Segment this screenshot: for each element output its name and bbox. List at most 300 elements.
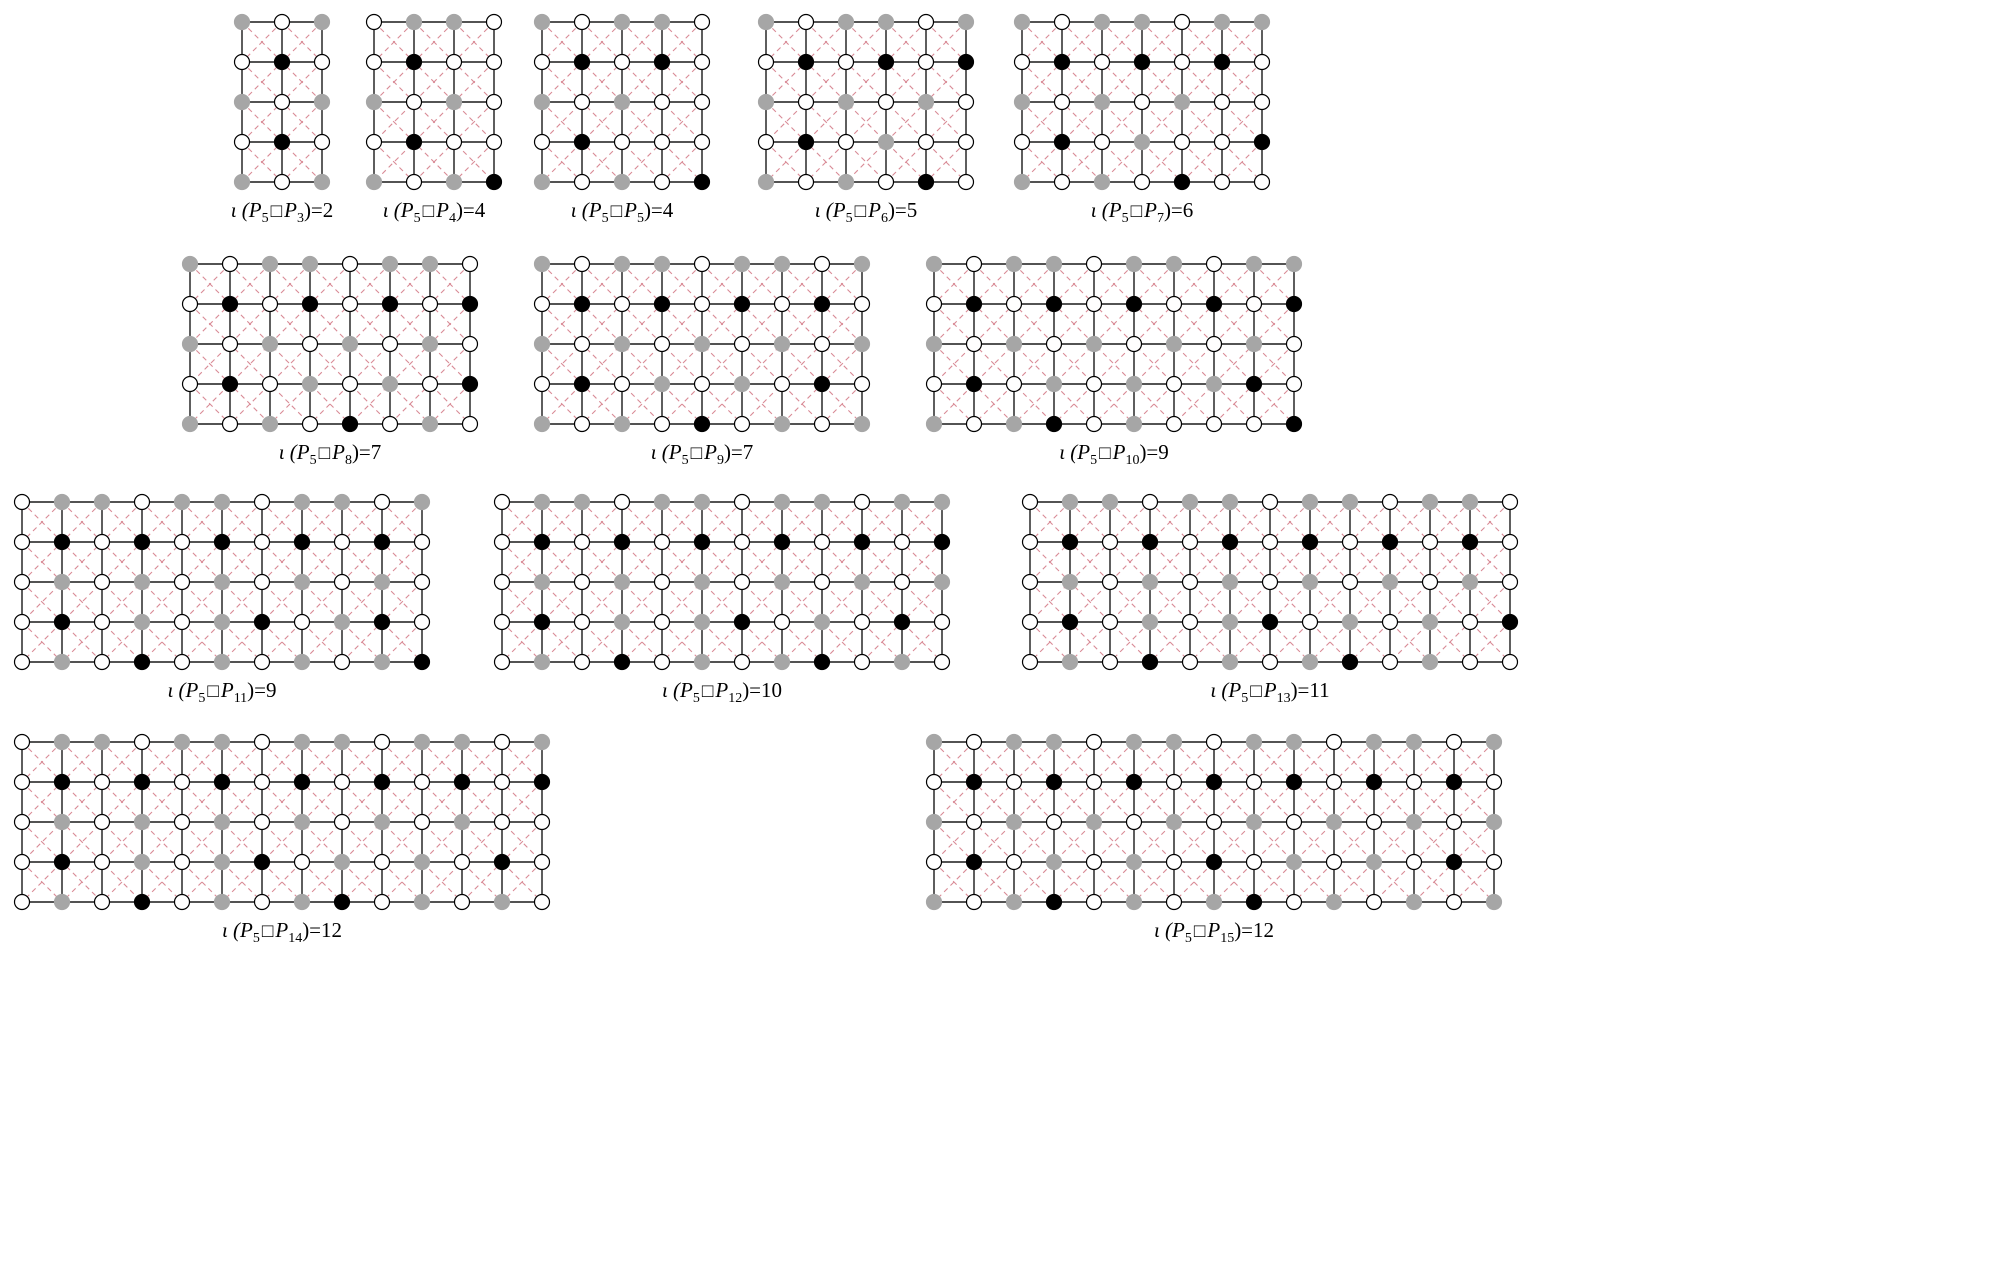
vertex-white (15, 775, 30, 790)
figure-p5-p7 (1008, 8, 1276, 227)
vertex-black (799, 55, 814, 70)
vertex-black (1207, 775, 1222, 790)
grid-graph (228, 8, 336, 196)
vertex-gray (927, 815, 942, 830)
vertex-gray (407, 15, 422, 30)
caption-p1: P (832, 198, 846, 222)
vertex-gray (775, 655, 790, 670)
grid-graph (176, 250, 484, 438)
vertex-black (415, 655, 430, 670)
vertex-white (967, 257, 982, 272)
caption-value: 9 (1158, 440, 1169, 464)
vertex-gray (919, 95, 934, 110)
vertex-gray (1215, 15, 1230, 30)
vertex-gray (375, 575, 390, 590)
vertex-gray (655, 15, 670, 30)
vertex-gray (1407, 735, 1422, 750)
vertex-gray (1287, 855, 1302, 870)
figure-caption (488, 678, 956, 707)
vertex-white (447, 135, 462, 150)
caption-value: 9 (266, 678, 277, 702)
vertex-gray (927, 337, 942, 352)
vertex-white (183, 297, 198, 312)
vertex-black (1255, 135, 1270, 150)
vertex-gray (1015, 95, 1030, 110)
vertex-gray (615, 257, 630, 272)
vertex-white (463, 337, 478, 352)
vertex-white (1207, 815, 1222, 830)
vertex-gray (495, 895, 510, 910)
caption-p2-sub: 13 (1276, 691, 1291, 707)
vertex-black (1127, 775, 1142, 790)
caption-p2-sub: 12 (728, 691, 743, 707)
vertex-white (463, 257, 478, 272)
vertex-gray (535, 15, 550, 30)
vertex-white (423, 297, 438, 312)
caption-box-operator: □ (690, 443, 703, 464)
vertex-black (735, 297, 750, 312)
vertex-white (275, 175, 290, 190)
vertex-gray (183, 417, 198, 432)
figure-caption (528, 198, 716, 227)
vertex-gray (615, 337, 630, 352)
vertex-white (263, 297, 278, 312)
vertex-gray (775, 575, 790, 590)
vertex-white (1327, 855, 1342, 870)
vertex-black (1303, 535, 1318, 550)
vertex-black (1447, 855, 1462, 870)
vertex-gray (95, 735, 110, 750)
vertex-black (1055, 55, 1070, 70)
figure-caption (8, 678, 436, 707)
vertex-gray (235, 175, 250, 190)
vertex-white (1287, 377, 1302, 392)
vertex-gray (1487, 895, 1502, 910)
caption-box-operator: □ (854, 201, 867, 222)
vertex-white (447, 55, 462, 70)
vertex-white (759, 55, 774, 70)
vertex-gray (1127, 257, 1142, 272)
vertex-white (967, 895, 982, 910)
vertex-gray (655, 257, 670, 272)
vertex-white (695, 257, 710, 272)
caption-suffix: )= (643, 198, 663, 222)
vertex-black (815, 297, 830, 312)
vertex-white (1447, 735, 1462, 750)
vertex-gray (295, 895, 310, 910)
vertex-white (1087, 377, 1102, 392)
vertex-black (1463, 535, 1478, 550)
vertex-gray (183, 337, 198, 352)
vertex-black (1143, 535, 1158, 550)
vertex-black (1263, 615, 1278, 630)
vertex-gray (343, 337, 358, 352)
vertex-black (1287, 297, 1302, 312)
vertex-white (799, 15, 814, 30)
vertex-gray (455, 735, 470, 750)
vertex-white (775, 615, 790, 630)
caption-p2-sub: 7 (1156, 211, 1164, 227)
vertex-white (367, 15, 382, 30)
caption-p2-sub: 10 (1125, 453, 1140, 469)
vertex-black (495, 855, 510, 870)
vertex-white (615, 135, 630, 150)
vertex-gray (447, 175, 462, 190)
vertex-gray (1383, 575, 1398, 590)
vertex-gray (215, 855, 230, 870)
vertex-white (95, 655, 110, 670)
vertex-gray (1015, 175, 1030, 190)
vertex-white (263, 377, 278, 392)
vertex-white (927, 775, 942, 790)
vertex-black (1055, 135, 1070, 150)
vertex-gray (423, 337, 438, 352)
vertex-white (615, 377, 630, 392)
vertex-black (967, 377, 982, 392)
vertex-gray (1223, 655, 1238, 670)
vertex-white (1015, 135, 1030, 150)
vertex-white (175, 615, 190, 630)
caption-p2-sub: 3 (296, 211, 304, 227)
vertex-gray (235, 95, 250, 110)
vertex-gray (215, 575, 230, 590)
vertex-white (1383, 615, 1398, 630)
vertex-gray (735, 257, 750, 272)
vertex-gray (855, 257, 870, 272)
vertex-black (303, 297, 318, 312)
vertex-black (615, 655, 630, 670)
vertex-white (1175, 55, 1190, 70)
vertex-gray (855, 417, 870, 432)
vertex-gray (1095, 175, 1110, 190)
vertex-gray (55, 655, 70, 670)
vertex-white (375, 495, 390, 510)
vertex-black (695, 175, 710, 190)
figure-p5-p9 (528, 250, 876, 469)
vertex-black (1383, 535, 1398, 550)
vertex-gray (423, 257, 438, 272)
vertex-white (255, 775, 270, 790)
vertex-gray (1007, 815, 1022, 830)
caption-p1-sub: 5 (252, 931, 260, 947)
vertex-black (1343, 655, 1358, 670)
caption-p1: P (1108, 198, 1122, 222)
vertex-white (223, 337, 238, 352)
figure-caption (1016, 678, 1524, 707)
vertex-white (935, 615, 950, 630)
vertex-gray (1287, 735, 1302, 750)
vertex-gray (1063, 495, 1078, 510)
vertex-black (735, 615, 750, 630)
vertex-white (1503, 535, 1518, 550)
caption-p1-sub: 5 (1121, 211, 1129, 227)
vertex-white (335, 535, 350, 550)
vertex-gray (135, 855, 150, 870)
vertex-white (495, 735, 510, 750)
figure-p5-p5 (528, 8, 716, 227)
vertex-white (1487, 775, 1502, 790)
figure-p5-p10 (920, 250, 1308, 469)
vertex-gray (215, 655, 230, 670)
vertex-white (535, 297, 550, 312)
vertex-gray (1463, 495, 1478, 510)
vertex-black (55, 615, 70, 630)
vertex-white (95, 535, 110, 550)
caption-box-operator: □ (207, 681, 219, 702)
vertex-black (1503, 615, 1518, 630)
vertex-white (655, 95, 670, 110)
vertex-white (1015, 55, 1030, 70)
caption-p1-sub: 5 (845, 211, 853, 227)
vertex-gray (815, 495, 830, 510)
vertex-gray (1127, 417, 1142, 432)
vertex-gray (215, 495, 230, 510)
caption-p1-sub: 5 (413, 211, 421, 227)
vertex-white (487, 55, 502, 70)
vertex-white (1263, 495, 1278, 510)
vertex-white (1255, 55, 1270, 70)
vertex-gray (423, 417, 438, 432)
vertex-white (343, 377, 358, 392)
vertex-white (575, 337, 590, 352)
vertex-white (95, 775, 110, 790)
vertex-gray (315, 15, 330, 30)
vertex-white (1407, 775, 1422, 790)
vertex-gray (1167, 735, 1182, 750)
vertex-gray (1207, 895, 1222, 910)
vertex-white (15, 895, 30, 910)
vertex-white (655, 655, 670, 670)
vertex-white (455, 895, 470, 910)
vertex-white (959, 95, 974, 110)
vertex-black (295, 535, 310, 550)
vertex-gray (1063, 655, 1078, 670)
vertex-white (1175, 15, 1190, 30)
vertex-white (535, 895, 550, 910)
vertex-black (455, 775, 470, 790)
vertex-gray (1367, 855, 1382, 870)
vertex-black (223, 377, 238, 392)
vertex-gray (315, 175, 330, 190)
vertex-white (695, 95, 710, 110)
vertex-gray (1087, 815, 1102, 830)
vertex-black (215, 535, 230, 550)
vertex-gray (759, 175, 774, 190)
figure-caption (920, 918, 1508, 947)
vertex-white (15, 815, 30, 830)
vertex-white (175, 575, 190, 590)
caption-p1-sub: 5 (601, 211, 609, 227)
vertex-white (1167, 377, 1182, 392)
vertex-gray (135, 575, 150, 590)
vertex-white (695, 377, 710, 392)
vertex-gray (1255, 15, 1270, 30)
vertex-gray (775, 417, 790, 432)
vertex-white (1255, 95, 1270, 110)
vertex-white (967, 735, 982, 750)
caption-p2-sub: 15 (1220, 931, 1235, 947)
vertex-gray (935, 495, 950, 510)
vertex-white (1127, 815, 1142, 830)
vertex-gray (775, 257, 790, 272)
vertex-black (967, 775, 982, 790)
vertex-black (375, 775, 390, 790)
figure-p5-p14 (8, 728, 556, 947)
caption-p2: P (1112, 440, 1126, 464)
vertex-white (735, 337, 750, 352)
caption-suffix: )= (247, 678, 267, 702)
vertex-white (919, 55, 934, 70)
caption-box-operator: □ (610, 201, 623, 222)
caption-p2: P (275, 918, 289, 942)
vertex-gray (1247, 337, 1262, 352)
vertex-white (1055, 95, 1070, 110)
vertex-black (1047, 775, 1062, 790)
vertex-white (855, 615, 870, 630)
vertex-gray (1007, 895, 1022, 910)
vertex-black (1367, 775, 1382, 790)
vertex-white (927, 855, 942, 870)
vertex-gray (855, 575, 870, 590)
vertex-gray (1127, 895, 1142, 910)
vertex-white (375, 735, 390, 750)
vertex-white (295, 615, 310, 630)
caption-p1-sub: 5 (198, 691, 206, 707)
vertex-white (1463, 615, 1478, 630)
vertex-white (935, 655, 950, 670)
caption-p1-sub: 5 (681, 453, 689, 469)
figure-caption (1008, 198, 1276, 227)
vertex-white (135, 495, 150, 510)
vertex-white (1463, 655, 1478, 670)
vertex-black (135, 655, 150, 670)
caption-p2: P (332, 440, 345, 464)
vertex-white (695, 15, 710, 30)
caption-suffix: )= (1139, 440, 1159, 464)
vertex-black (1223, 535, 1238, 550)
vertex-white (407, 175, 422, 190)
vertex-gray (383, 377, 398, 392)
vertex-gray (839, 15, 854, 30)
vertex-gray (535, 95, 550, 110)
caption-value: 10 (761, 678, 783, 702)
vertex-gray (775, 495, 790, 510)
vertex-white (275, 15, 290, 30)
vertex-black (575, 135, 590, 150)
vertex-gray (303, 257, 318, 272)
vertex-white (535, 55, 550, 70)
vertex-gray (335, 495, 350, 510)
caption-p2: P (1207, 918, 1221, 942)
vertex-white (95, 575, 110, 590)
vertex-white (655, 615, 670, 630)
vertex-gray (735, 377, 750, 392)
vertex-gray (295, 735, 310, 750)
vertex-gray (215, 895, 230, 910)
caption-box-operator: □ (318, 443, 331, 464)
vertex-white (855, 495, 870, 510)
vertex-black (383, 297, 398, 312)
vertex-white (1167, 855, 1182, 870)
vertex-gray (135, 815, 150, 830)
vertex-black (55, 855, 70, 870)
vertex-black (535, 535, 550, 550)
caption-p1-sub: 5 (1184, 931, 1192, 947)
caption-p1: P (240, 918, 253, 942)
caption-box-operator: □ (270, 201, 283, 222)
vertex-gray (535, 337, 550, 352)
vertex-white (1383, 655, 1398, 670)
vertex-white (1255, 175, 1270, 190)
figure-p5-p15 (920, 728, 1508, 947)
vertex-gray (895, 655, 910, 670)
vertex-white (815, 575, 830, 590)
vertex-white (367, 55, 382, 70)
caption-box-operator: □ (1099, 443, 1111, 464)
vertex-black (575, 55, 590, 70)
grid-graph (488, 488, 956, 676)
vertex-white (235, 55, 250, 70)
vertex-black (343, 417, 358, 432)
vertex-gray (1487, 815, 1502, 830)
vertex-black (695, 417, 710, 432)
vertex-white (175, 535, 190, 550)
vertex-white (575, 655, 590, 670)
vertex-white (655, 175, 670, 190)
vertex-white (1103, 615, 1118, 630)
vertex-gray (1327, 815, 1342, 830)
vertex-white (1367, 815, 1382, 830)
grid-graph (360, 8, 508, 196)
vertex-white (879, 95, 894, 110)
vertex-gray (1487, 735, 1502, 750)
vertex-white (1407, 855, 1422, 870)
vertex-gray (759, 15, 774, 30)
vertex-gray (1463, 575, 1478, 590)
vertex-white (1215, 95, 1230, 110)
vertex-gray (415, 495, 430, 510)
vertex-gray (959, 15, 974, 30)
vertex-black (135, 775, 150, 790)
vertex-black (655, 55, 670, 70)
vertex-white (1087, 257, 1102, 272)
vertex-black (815, 377, 830, 392)
caption-p2-sub: 9 (716, 453, 724, 469)
vertex-gray (1423, 495, 1438, 510)
vertex-white (15, 655, 30, 670)
caption-value: 11 (1309, 678, 1330, 702)
vertex-gray (335, 855, 350, 870)
vertex-white (919, 15, 934, 30)
vertex-white (1103, 575, 1118, 590)
caption-p2: P (284, 198, 297, 222)
vertex-white (1367, 895, 1382, 910)
vertex-white (855, 377, 870, 392)
vertex-gray (615, 575, 630, 590)
vertex-gray (367, 175, 382, 190)
vertex-white (855, 655, 870, 670)
vertex-white (495, 575, 510, 590)
vertex-white (535, 135, 550, 150)
vertex-black (1063, 615, 1078, 630)
vertex-white (815, 337, 830, 352)
caption-p1: P (588, 198, 602, 222)
caption-suffix: )= (723, 440, 743, 464)
vertex-white (575, 535, 590, 550)
vertex-white (295, 855, 310, 870)
vertex-black (775, 535, 790, 550)
caption-iota: ι ( (1090, 198, 1109, 222)
